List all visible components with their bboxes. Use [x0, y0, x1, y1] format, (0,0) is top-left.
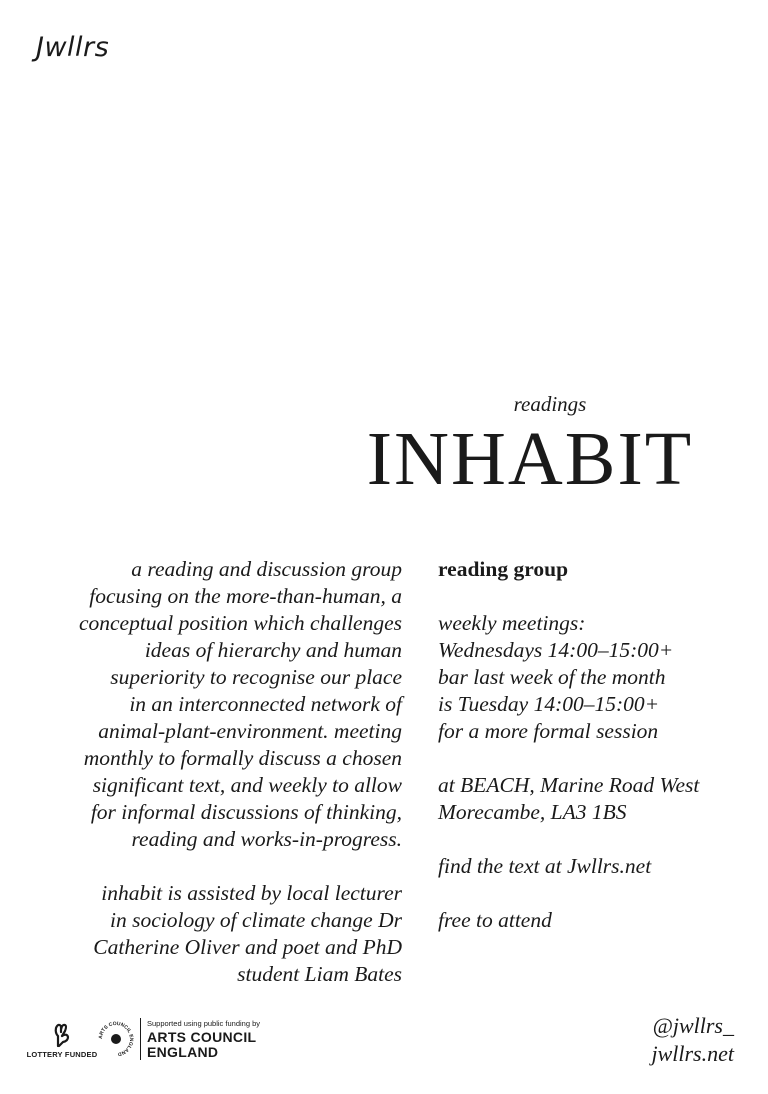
lottery-funded-label: LOTTERY FUNDED: [26, 1049, 98, 1059]
credits-line: student Liam Bates: [237, 962, 402, 986]
description-line: for informal discussions of thinking,: [90, 800, 402, 824]
description-line: significant text, and weekly to allow: [92, 773, 402, 797]
credits-line: inhabit is assisted by local lecturer: [101, 881, 402, 905]
description-line: a reading and discussion group: [131, 557, 402, 581]
description-line: in an interconnected network of: [129, 692, 402, 716]
funding-logos: [26, 1016, 260, 1062]
description-paragraph: [42, 556, 402, 853]
social-handle: @jwllrs_: [652, 1013, 734, 1038]
description-line: reading and works-in-progress.: [131, 827, 402, 851]
description-line: conceptual position which challenges: [78, 611, 402, 635]
lottery-funded-logo: [26, 1020, 98, 1059]
address-line: at BEACH, Marine Road West: [438, 773, 700, 797]
funding-statement: Supported using public funding by: [147, 1018, 260, 1028]
price-note: free to attend: [438, 908, 552, 932]
website-url: jwllrs.net: [651, 1041, 734, 1066]
event-subtitle: readings: [513, 392, 587, 416]
arts-council-wordmark: [147, 1019, 260, 1060]
description-line: animal-plant-environment. meeting: [98, 719, 402, 743]
logo-divider: [140, 1018, 141, 1060]
meeting-line: bar last week of the month: [438, 665, 666, 689]
crossed-fingers-icon: [49, 1020, 75, 1048]
meeting-line: Wednesdays 14:00–15:00+: [438, 638, 674, 662]
description-line: superiority to recognise our place: [110, 665, 402, 689]
details-column: [438, 556, 748, 961]
description-line: monthly to formally discuss a chosen: [83, 746, 402, 770]
arts-council-seal-icon: [96, 1019, 136, 1059]
arts-council-line2: ENGLAND: [147, 1043, 219, 1060]
meeting-line: weekly meetings:: [438, 611, 586, 635]
venue-address: [438, 772, 748, 826]
arts-council-line1: ARTS COUNCIL: [147, 1028, 257, 1045]
description-line: focusing on the more-than-human, a: [89, 584, 402, 608]
meeting-times: [438, 610, 748, 745]
text-link-note: find the text at Jwllrs.net: [438, 854, 652, 878]
meeting-line: is Tuesday 14:00–15:00+: [438, 692, 660, 716]
svg-text:ARTS COUNCIL ENGLAND: ARTS COUNCIL ENGLAND: [97, 1020, 135, 1057]
meeting-line: for a more formal session: [438, 719, 659, 743]
credits-line: in sociology of climate change Dr: [110, 908, 402, 932]
address-line: Morecambe, LA3 1BS: [438, 800, 627, 824]
brand-name: Jwllrs: [36, 32, 110, 63]
credits-line: Catherine Oliver and poet and PhD: [93, 935, 402, 959]
description-column: [42, 556, 402, 1015]
contact-info: [651, 1012, 734, 1068]
event-title: INHABIT: [366, 417, 694, 501]
description-line: ideas of hierarchy and human: [144, 638, 402, 662]
details-heading: reading group: [438, 557, 569, 581]
credits-paragraph: [42, 880, 402, 988]
